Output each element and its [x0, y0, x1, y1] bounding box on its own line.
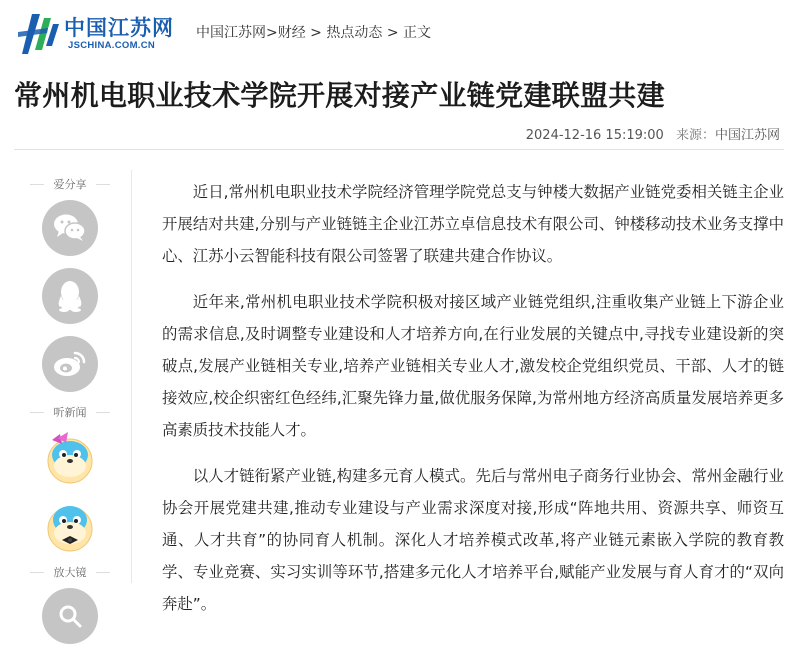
zoom-label: 放大镜 — [28, 564, 112, 580]
breadcrumb-home[interactable]: 中国江苏网 — [196, 25, 266, 41]
qq-share-button[interactable] — [42, 268, 98, 324]
weibo-share-button[interactable] — [42, 336, 98, 392]
share-label: 爱分享 — [28, 176, 112, 192]
logo-mark-icon — [18, 10, 60, 58]
breadcrumb-separator: > — [305, 25, 327, 41]
source-label: 来源： — [675, 128, 715, 143]
breadcrumb-sub[interactable]: 热点动态 — [326, 25, 383, 41]
wechat-icon — [53, 213, 87, 243]
share-sidebar — [28, 170, 112, 656]
article-title: 常州机电职业技术学院开展对接产业链党建联盟共建 — [14, 79, 665, 112]
article-paragraph: 以人才链衔紧产业链,构建多元育人模式。先后与常州电子商务行业协会、常州金融行业协会开展党建共建,推动专业建设与产业需求深度对接,形成“阵地共用、资源共享、师资互通、人才共育”的协同育人机制。深化人才培养模式改革,将产业链元素嵌入学院的教育教学、专业竞赛、实习实训等环节,搭建多元化人才培养平台,赋能产业发展与育人育才的“双向奔赴”。 — [162, 467, 784, 613]
breadcrumb-section[interactable]: 财经 — [277, 25, 306, 41]
article-paragraph: 近日,常州机电职业技术学院经济管理学院党总支与钟楼大数据产业链党委相关链主企业开展结对共建,分别与产业链链主企业江苏立卓信息技术有限公司、钟楼移动技术业务支撑中心、江苏小云智能科技有限公司签署了联建共建合作协议。 — [162, 183, 784, 265]
breadcrumb-current: 正文 — [403, 25, 432, 41]
listen-female-voice-icon[interactable] — [42, 428, 98, 484]
listen-male-voice-icon[interactable] — [42, 496, 98, 552]
header-divider — [14, 149, 784, 150]
breadcrumb-separator: > — [266, 25, 278, 41]
site-header — [0, 0, 798, 64]
wechat-share-button[interactable] — [42, 200, 98, 256]
sidebar-divider — [131, 170, 132, 583]
breadcrumb — [196, 22, 431, 42]
logo-text-cn: 中国江苏网 — [64, 16, 174, 40]
logo-text-en: JSCHINA.COM.CN — [68, 40, 156, 51]
site-logo[interactable] — [18, 10, 174, 58]
qq-icon — [57, 280, 83, 312]
publish-date: 2024-12-16 15:19:00 — [525, 128, 664, 143]
weibo-icon — [53, 349, 87, 379]
magnifier-icon — [57, 603, 83, 629]
breadcrumb-separator: > — [382, 25, 404, 41]
source-name: 中国江苏网 — [714, 128, 780, 143]
zoom-button[interactable] — [42, 588, 98, 644]
article-paragraph: 近年来,常州机电职业技术学院积极对接区域产业链党组织,注重收集产业链上下游企业的需求信息,及时调整专业建设和人才培养方向,在行业发展的关键点中,寻找专业建设新的突破点,发展产业链相关专业,培养产业链相关专业人才,激发校企党组织党员、干部、人才的链接效应,校企织密红色经纬,汇聚先锋力量,做优服务保障,为常州地方经济高质量发展培养更多高素质技术技能人才。 — [162, 293, 784, 439]
article-body — [162, 176, 784, 634]
listen-label: 听新闻 — [28, 404, 112, 420]
article-meta — [526, 124, 780, 143]
